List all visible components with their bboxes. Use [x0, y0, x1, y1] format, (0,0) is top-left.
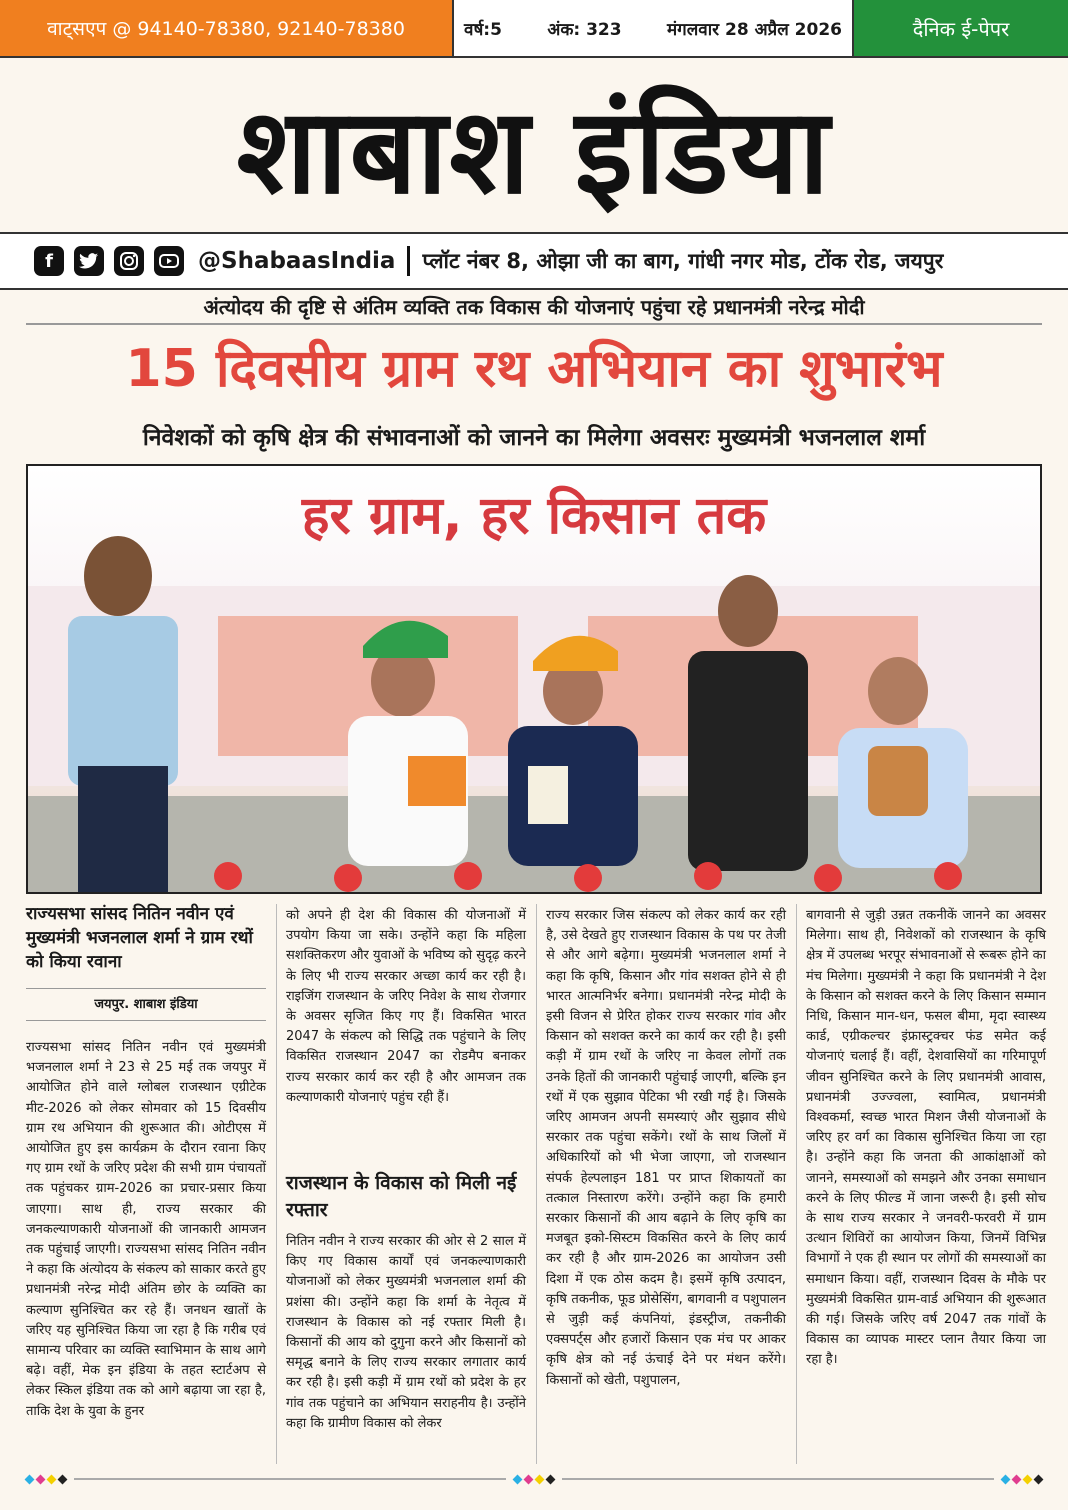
divider [26, 323, 1042, 325]
article-column-4: बागवानी से जुड़ी उन्नत तकनीकें जानने का अवसर मिलेगा। साथ ही, निवेशकों को राजस्थान के कृषि क्षेत्र में उपलब्ध भरपूर संभावनाओं से रूबरू होने का मंच मिलेगा। मुख्यमंत्री ने कहा कि प्रधानमंत्री ने देश के किसान को सशक्त करने के लिए किसान सम्मान निधि, किसान मान-धन, फसल बीमा, मृदा स्वास्थ्य कार्ड, एग्रीकल्चर इंफ्रास्ट्रक्चर फंड समेत कई योजनाएं चलाई हैं। वहीं, देशवासियों का गरिमापूर्ण जीवन सुनिश्चित करने के लिए प्रधानमंत्री आवास, प्रधानमंत्री उज्ज्वला, स्वामित्व, प्रधानमंत्री विश्वकर्मा, स्वच्छ भारत मिशन जैसी योजनाओं के जरिए हर वर्ग का विकास सुनिश्चित किया जा रहा है। उन्होंने कहा कि जनता की आकांक्षाओं को जानने, समस्याओं को समझने और उनका समाधान करने के लिए फील्ड में जाना जरूरी है। इसी सोच के साथ राज्य सरकार ने जनवरी-फरवरी में ग्राम उत्थान शिविरों का आयोजन किया, जिनमें विभिन्न विभागों ने एक ही स्थान पर लोगों की समस्याओं का समाधान किया। वहीं, राजस्थान दिवस के मौके पर मुख्यमंत्री विकसित ग्राम-वार्ड अभियान की शुरूआत की गई। जिसके जरिए वर्ष 2047 तक गांवों के विकास का व्यापक मास्टर प्लान तैयार किया जा रहा है। [806, 908, 1046, 1368]
issue-info [452, 0, 854, 56]
divider [26, 988, 266, 989]
social-handle[interactable]: @ShabaasIndia [198, 248, 396, 274]
twitter-icon[interactable] [74, 246, 104, 276]
instagram-icon[interactable] [114, 246, 144, 276]
article-column-2: को अपने ही देश की विकास की योजनाओं में उपयोग किया जा सके। उन्होंने कहा कि महिला सशक्तिकरण और युवाओं के भविष्य को सुदृढ़ करने के लिए भी राज्य सरकार अच्छा कार्य कर रही है। राइजिंग राजस्थान के जरिए निवेश के साथ रोजगार के अवसर सृजित किए गए हैं। विकसित भारत 2047 के संकल्प को सिद्धि तक पहुंचाने के लिए विकसित राजस्थान 2047 का रोडमैप बनाकर राज्य सरकार कार्य कर रही है और आमजन तक कल्याणकारी योजनाएं पहुंच रही हैं। [286, 908, 526, 1105]
story-byline: जयपुर. शाबाश इंडिया [94, 997, 198, 1012]
lead-subhead: निवेशकों को कृषि क्षेत्र की संभावनाओं को जानने का मिलेगा अवसरः मुख्यमंत्री भजनलाल शर्मा [142, 425, 926, 451]
story-title: राज्यसभा सांसद नितिन नवीन एवं मुख्यमंत्री भजनलाल शर्मा ने ग्राम रथों को किया रवाना [26, 904, 253, 972]
divider [26, 1020, 266, 1021]
color-dots [1002, 1476, 1042, 1483]
section-heading: राजस्थान के विकास को मिली नई रफ्तार [286, 1172, 517, 1221]
article-column-3: राज्य सरकार जिस संकल्प को लेकर कार्य कर रही है, उसे देखते हुए राजस्थान विकास के पथ पर तेजी से और आगे बढ़ेगा। मुख्यमंत्री भजनलाल शर्मा ने कहा कि कृषि, किसान और गांव सशक्त होने से ही भारत आत्मनिर्भर बनेगा। प्रधानमंत्री नरेन्द्र मोदी के इसी विजन से प्रेरित होकर राज्य सरकार गांव और किसान को सशक्त करने का कार्य कर रही है। इसी कड़ी में ग्राम रथों के जरिए ना केवल लोगों तक उनके हितों की जानकारी पहुंचाई जाएगी, बल्कि इन रथों में एक सुझाव पेटिका भी रखी गई है। जिसके जरिए आमजन अपनी समस्याएं और सुझाव सीधे सरकार तक पहुंचा सकेंगे। रथों के साथ जिलों में अधिकारियों को भी भेजा जाएगा, जो राजस्थान संपर्क हेल्पलाइन 181 पर प्राप्त शिकायतों का तत्काल निस्तारण करेंगे। उन्होंने कहा कि हमारी सरकार किसानों की आय बढ़ाने के लिए कृषि का मजबूत इको-सिस्टम विकसित करने के लिए कार्य कर रही है और ग्राम-2026 का आयोजन उसी दिशा में एक ठोस कदम है। इसमें कृषि उत्पादन, कृषि तकनीक, फूड प्रोसेसिंग, बागवानी व पशुपालन से जुड़ी कई कंपनियां, इंडस्ट्रीज, तकनीकी एक्सपर्ट्स और हजारों किसान एक मंच पर आकर कृषि क्षेत्र को नई ऊंचाई देने पर मंथन करेंगे। किसानों को खेती, पशुपालन, [546, 908, 786, 1388]
column-divider [276, 904, 277, 1464]
footer-rule [562, 1478, 994, 1480]
color-dots [514, 1476, 554, 1483]
date-label: मंगलवार 28 अप्रैल 2026 [667, 19, 842, 40]
article-column-2b: नितिन नवीन ने राज्य सरकार की ओर से 2 साल में किए गए विकास कार्यों एवं जनकल्याणकारी योजनाओं को लेकर मुख्यमंत्री भजनलाल शर्मा की प्रशंसा की। उन्होंने कहा कि शर्मा के नेतृत्व में राजस्थान के विकास को नई रफ्तार मिली है। किसानों की आय को दुगुना करने और किसानों को समृद्ध बनाने के लिए राज्य सरकार लगातार कार्य कर रही है। इसी कड़ी में ग्राम रथों को प्रदेश के हर गांव तक पहुंचाने का अभियान सराहनीय है। उन्होंने कहा कि ग्रामीण विकास को लेकर [286, 1234, 526, 1431]
youtube-icon[interactable] [154, 246, 184, 276]
facebook-icon[interactable]: f [34, 246, 64, 276]
lead-photo [26, 464, 1042, 894]
issue-label: अंक: 323 [547, 19, 622, 40]
color-dots [26, 1476, 66, 1483]
column-divider [796, 904, 797, 1464]
lead-kicker: अंत्योदय की दृष्टि से अंतिम व्यक्ति तक विकास की योजनाएं पहुंचा रहे प्रधानमंत्री नरेन्द्र मोदी [203, 295, 865, 319]
footer-rule [74, 1478, 506, 1480]
whatsapp-contact: वाट्सएप @ 94140-78380, 92140-78380 [0, 0, 452, 56]
column-divider [536, 904, 537, 1464]
photo-banner-text: हर ग्राम, हर किसान तक [301, 486, 767, 546]
page-footer [26, 1474, 1042, 1484]
social-icons [34, 246, 184, 276]
article-column-1: राज्यसभा सांसद नितिन नवीन एवं मुख्यमंत्री भजनलाल शर्मा ने 23 से 25 मई तक जयपुर में आयोजित होने वाले ग्लोबल राजस्थान एग्रीटेक मीट-2026 को लेकर सोमवार को 15 दिवसीय ग्राम रथ अभियान की शुरूआत की। ओटीएस में आयोजित हुए इस कार्यक्रम के दौरान रवाना किए गए ग्राम रथों के जरिए प्रदेश की सभी ग्राम पंचायतों तक पहुंचकर ग्राम-2026 का प्रचार-प्रसार किया जाएगा। साथ ही, राज्य सरकार की जनकल्याणकारी योजनाओं की जानकारी आमजन तक पहुंचाई जाएगी। राज्यसभा सांसद नितिन नवीन ने कहा कि अंत्योदय के संकल्प को साकार करते हुए प्रधानमंत्री नरेन्द्र मोदी अंतिम छोर के व्यक्ति का कल्याण सुनिश्चित कर रहे हैं। जनधन खातों के जरिए यह सुनिश्चित किया जा रहा है कि गरीब एवं सामान्य परिवार का व्यक्ति स्वाभिमान के साथ आगे बढ़े। वहीं, मेक इन इंडिया के तहत स्टार्टअप से लेकर स्किल इंडिया तक को आगे बढ़ाया जा रहा है, ताकि देश के युवा के हुनर [26, 1040, 266, 1419]
lead-headline: 15 दिवसीय ग्राम रथ अभियान का शुभारंभ [125, 339, 943, 399]
top-bar [0, 0, 1068, 58]
social-bar [0, 232, 1068, 290]
masthead-title: शाबाश इंडिया [236, 80, 832, 220]
year-label: वर्ष:5 [464, 19, 502, 40]
edition-label: दैनिक ई-पेपर [854, 0, 1068, 56]
divider [407, 246, 410, 276]
office-address: प्लॉट नंबर 8, ओझा जी का बाग, गांधी नगर मोड, टोंक रोड, जयपुर [422, 249, 944, 273]
